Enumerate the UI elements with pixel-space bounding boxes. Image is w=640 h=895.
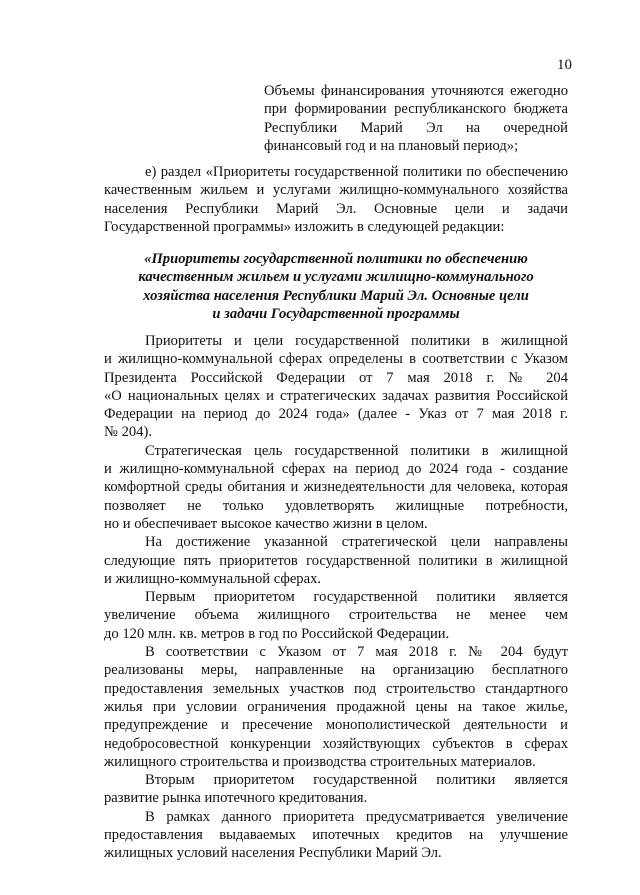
text-line: и жилищно-коммунальной сферах.: [104, 570, 322, 587]
text-line: комфортной среды обитания и жизнедеятельности для человека, которая: [104, 479, 568, 496]
text-line: Объемы финансирования уточняются ежегодно: [264, 83, 568, 99]
text-line: развитие рынка ипотечного кредитования.: [104, 790, 368, 807]
text-line: финансовый год и на плановый период»;: [264, 137, 519, 154]
text-line: качественным жильем и услугами жилищно-коммунального хозяйства: [104, 182, 568, 199]
text-line: жилищного строительства и производства строительных материалов.: [104, 753, 536, 770]
text-line: Республики Марий Эл на очередной: [264, 119, 568, 136]
paragraph: [104, 588, 568, 643]
text-line: но и обеспечивает высокое качество жизни в целом.: [104, 515, 428, 532]
text-line: Президента Российской Федерации от 7 мая 2018 г. № 204: [104, 369, 568, 386]
text-line: увеличение объема жилищного строительства не менее чем: [104, 607, 568, 624]
section-heading: [104, 250, 568, 323]
text-line: жилищных условий населения Республики Марий Эл.: [104, 845, 442, 862]
paragraph: [104, 332, 568, 442]
text-line: На достижение указанной стратегической цели направлены: [145, 534, 568, 551]
text-line: Государственной программы» изложить в следующей редакции:: [104, 218, 505, 235]
text-line: Федерации на период до 2024 года» (далее - Указ от 7 мая 2018 г.: [104, 406, 568, 423]
text-line: В соответствии с Указом от 7 мая 2018 г. № 204 будут: [145, 644, 568, 661]
funding-note: [264, 82, 568, 155]
text-line: позволяет не только удовлетворять жилищные потребности,: [104, 497, 568, 514]
text-line: предоставления земельных участков под строительство стандартного: [104, 680, 568, 697]
text-line: при формировании республиканского бюджета: [264, 101, 568, 118]
heading-line: хозяйства населения Республики Марий Эл. Основные цели: [143, 287, 529, 304]
page-number: 10: [557, 57, 572, 73]
text-line: жилья при условии ограничения продажной цены на такое жилье,: [104, 698, 568, 715]
text-line: следующие пять приоритетов государственной политики в жилищной: [104, 552, 568, 569]
heading-line: «Приоритеты государственной политики по обеспечению: [144, 251, 528, 267]
text-line: недобросовестной конкуренции хозяйствующих субъектов в сферах: [104, 735, 568, 752]
paragraph: [104, 771, 568, 808]
paragraph: [104, 808, 568, 863]
heading-line: качественным жильем и услугами жилищно-коммунального: [138, 269, 534, 286]
body-text: [104, 332, 568, 863]
text-line: «О национальных целях и стратегических задачах развития Российской: [104, 387, 568, 404]
paragraph: [104, 442, 568, 533]
text-line: Приоритеты и цели государственной политики в жилищной: [145, 333, 568, 349]
text-line: е) раздел «Приоритеты государственной политики по обеспечению: [145, 164, 568, 180]
heading-line: и задачи Государственной программы: [212, 305, 460, 322]
paragraph: [104, 533, 568, 588]
text-line: В рамках данного приоритета предусматривается увеличение: [145, 808, 568, 825]
text-line: № 204).: [104, 424, 152, 441]
text-line: населения Республики Марий Эл. Основные цели и задачи: [104, 200, 568, 217]
text-line: и жилищно-коммунальной сферах определены в соответствии с Указом: [104, 351, 568, 368]
text-line: предоставления выдаваемых ипотечных кредитов на улучшение: [104, 827, 568, 844]
text-line: Первым приоритетом государственной политики является: [145, 589, 568, 606]
text-line: Вторым приоритетом государственной политики является: [145, 772, 568, 789]
text-line: реализованы меры, направленные на организацию бесплатного: [104, 662, 568, 679]
paragraph: [104, 643, 568, 771]
section-e-paragraph: [104, 163, 568, 236]
text-line: предупреждение и пресечение монополистической деятельности и: [104, 717, 568, 734]
text-line: и жилищно-коммунальной сферах на период до 2024 года - создание: [104, 461, 568, 478]
text-line: Стратегическая цель государственной политики в жилищной: [145, 442, 568, 459]
text-line: до 120 млн. кв. метров в год по Российской Федерации.: [104, 625, 450, 642]
